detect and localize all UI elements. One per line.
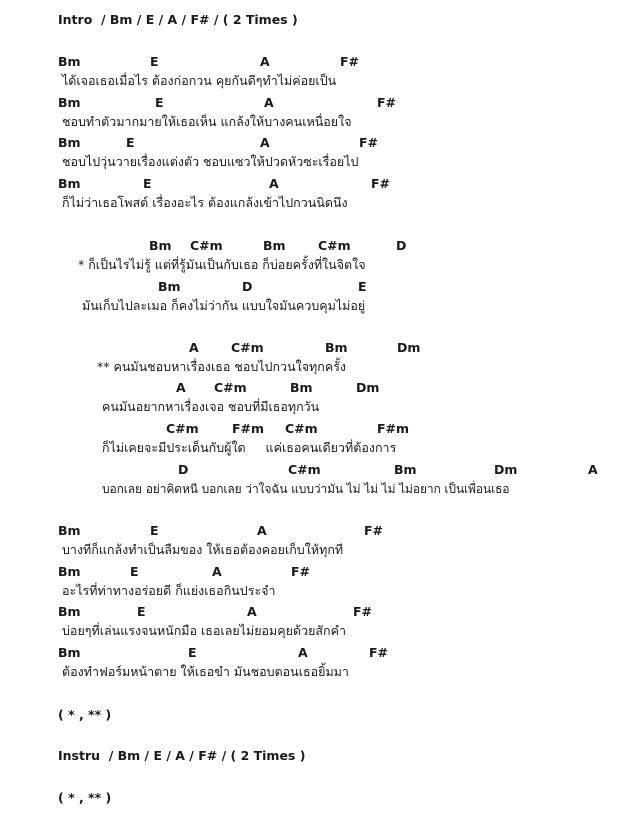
chord: Bm [149,238,172,253]
chord: A [176,380,186,395]
chord: Bm [58,645,81,660]
chord: F# [353,604,373,619]
chord: C#m [166,421,199,436]
chord: E [150,523,159,538]
chord: D [396,238,407,253]
chord: A [247,604,257,619]
chord: Bm [58,564,81,579]
chord: A [588,462,598,477]
lyric-line: อะไรที่ท่าทางอร่อยดี ก็แย่งเธอกินประจำ [62,583,276,598]
chord: E [358,279,367,294]
chord: A [260,135,270,150]
chord: Bm [58,54,81,69]
chord: F#m [232,421,265,436]
chord: F# [377,95,397,110]
chord: C#m [318,238,351,253]
chord: Bm [58,176,81,191]
lyric-line: ได้เจอเธอเมื่อไร ต้องก่อกวน คุยกันดีๆทำไม่ค่อยเป็น [62,73,337,88]
lyric-line: ชอบไปวุ่นวายเรื่องแต่งตัว ชอบแซวให้ปวดหัวซะเรื่อยไป [62,154,359,169]
chord: Dm [397,340,421,355]
instru-line: Instru / Bm / E / A / F# / ( 2 Times ) [58,748,306,763]
chord: Bm [290,380,313,395]
chord: E [155,95,164,110]
chord: Dm [356,380,380,395]
lyric-line: บ่อยๆที่เล่นแรงจนหนักมือ เธอเลยไม่ยอมคุยด้วยสักคำ [62,623,347,638]
chord: F#m [377,421,410,436]
chord: Bm [58,95,81,110]
chord: E [150,54,159,69]
chord: Bm [58,604,81,619]
chord: A [298,645,308,660]
lyric-line: ** คนมันชอบหาเรื่องเธอ ชอบไปกวนใจทุกครั้ง [97,359,347,374]
chord: E [126,135,135,150]
lyric-line: คนมันอยากหาเรื่องเจอ ชอบที่มีเธอทุกวัน [102,399,320,414]
chord: C#m [231,340,264,355]
chord: E [130,564,139,579]
chord: Dm [494,462,518,477]
lyric-line: ต้องทำฟอร์มหน้าตาย ให้เธอขำ มันชอบตอนเธอยิ้มมา [62,664,349,679]
chord: A [269,176,279,191]
lyric-line: ชอบทำตัวมากมายให้เธอเห็น แกล้งให้บางคนเหนื่อยใจ [62,114,352,129]
chord: F# [364,523,384,538]
chord: E [137,604,146,619]
chord: F# [359,135,379,150]
chord: Bm [394,462,417,477]
chord: Bm [263,238,286,253]
lyric-line: * ก็เป็นไรไม่รู้ แต่ที่รู้มันเป็นกับเธอ ก็บ่อยครั้งที่ในจิตใจ [78,257,366,272]
chord: D [178,462,189,477]
chord: A [260,54,270,69]
lyric-line: ก็ไม่ว่าเธอโพสต์ เรื่องอะไร ต้องแกล้งเข้าไปกวนนิดนึง [62,195,348,210]
chord: A [212,564,222,579]
chord: A [264,95,274,110]
chord: F# [340,54,360,69]
chord: D [242,279,253,294]
chord: Bm [325,340,348,355]
chord: E [143,176,152,191]
chord: Bm [58,135,81,150]
chord: C#m [285,421,318,436]
chord: A [189,340,199,355]
chord: C#m [214,380,247,395]
chord: A [257,523,267,538]
chord: F# [291,564,311,579]
lyric-line: บางทีก็แกล้งทำเป็นลืมของ ให้เธอต้องคอยเก็บให้ทุกที [62,542,344,557]
chord: Bm [58,523,81,538]
chord: C#m [190,238,223,253]
lyric-line: มันเก็บไปละเมอ ก็คงไม่ว่ากัน แบบใจมันควบคุมไม่อยู่ [82,298,366,313]
chord: F# [371,176,391,191]
chord: F# [369,645,389,660]
chord: E [188,645,197,660]
lyric-line: บอกเลย อย่าคิดหนี บอกเลย ว่าใจฉัน แบบว่ามัน ไม่ ไม่ ไม่ ไม่อยาก เป็นเพื่อนเธอ [102,482,510,496]
chord: Bm [158,279,181,294]
repeat-marker: ( * , ** ) [58,790,112,805]
repeat-marker: ( * , ** ) [58,707,112,722]
chord: C#m [288,462,321,477]
lyric-line: ก็ไม่เคยจะมีประเด็นกับผู้ใด แค่เธอคนเดียวที่ต้องการ [102,440,397,455]
intro-line: Intro / Bm / E / A / F# / ( 2 Times ) [58,12,298,27]
